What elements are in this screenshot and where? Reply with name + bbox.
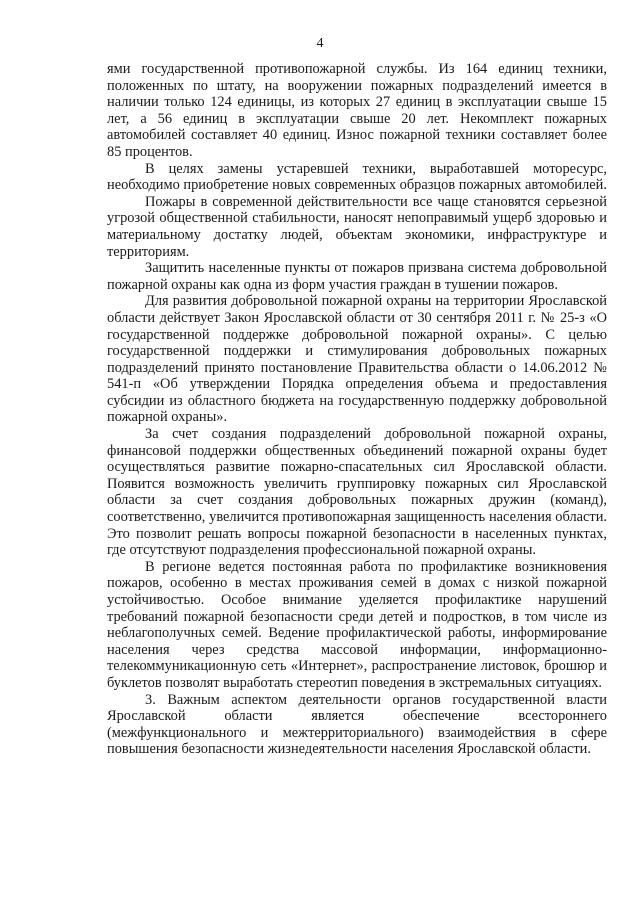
paragraph-1: ями государственной противопожарной службы. Из 164 единиц техники, положенных по штату, на вооружении пожарных подразделений имеется в наличии только 124 единицы, из которых 27 единиц в эксплуатации свыше 15 лет, а 56 единиц в эксплуатации свыше 20 лет. Некомплект пожарных автомобилей составляет 40 единиц. Износ пожарной техники составляет более 85 процентов. <box>107 61 607 160</box>
document-body <box>107 61 607 758</box>
page-number: 4 <box>316 36 324 51</box>
paragraph-4: Защитить населенные пункты от пожаров призвана система добровольной пожарной охраны как одна из форм участия граждан в тушении пожаров. <box>107 260 607 293</box>
paragraph-6: За счет создания подразделений добровольной пожарной охраны, финансовой поддержки общественных объединений пожарной охраны будет осуществляться развитие пожарно-спасательных сил Ярославской области. Появится возможность увеличить группировку пожарных сил Ярославской области за счет создания добровольных пожарных дружин (команд), соответственно, увеличится противопожарная защищенность населения области. Это позволит решать вопросы пожарной безопасности в населенных пунктах, где отсутствуют подразделения профессиональной пожарной охраны. <box>107 426 607 559</box>
paragraph-5: Для развития добровольной пожарной охраны на территории Ярославской области действует Закон Ярославской области от 30 сентября 2011 г. № 25-з «О государственной поддержке добровольной пожарной охраны». С целью государственной поддержки и стимулирования добровольных пожарных подразделений принято постановление Правительства области о 14.06.2012 № 541-п «Об утверждении Порядка определения объема и предоставления субсидии из областного бюджета на государственную поддержку добровольной пожарной охраны». <box>107 293 607 426</box>
paragraph-7: В регионе ведется постоянная работа по профилактике возникновения пожаров, особенно в местах проживания семей в домах с низкой пожарной устойчивостью. Особое внимание уделяется профилактике нарушений требований пожарной безопасности среди детей и подростков, в том числе из неблагополучных семей. Ведение профилактической работы, информирование населения через средства массовой информации, информационно-телекоммуникационную сеть «Интернет», распространение листовок, брошюр и буклетов позволят выработать стереотип поведения в экстремальных ситуациях. <box>107 558 607 691</box>
paragraph-8: 3. Важным аспектом деятельности органов государственной власти Ярославской области является обеспечение всестороннего (межфункционального и межтерриториального) взаимодействия в сфере повышения безопасности жизнедеятельности населения Ярославской области. <box>107 691 607 758</box>
paragraph-2: В целях замены устаревшей техники, выработавшей моторесурс, необходимо приобретение новых современных образцов пожарных автомобилей. <box>107 160 607 194</box>
paragraph-3: Пожары в современной действительности все чаще становятся серьезной угрозой общественной стабильности, наносят непоправимый ущерб здоровью и материальному достатку людей, объектам экономики, инфраструктуре и территориям. <box>107 193 607 260</box>
